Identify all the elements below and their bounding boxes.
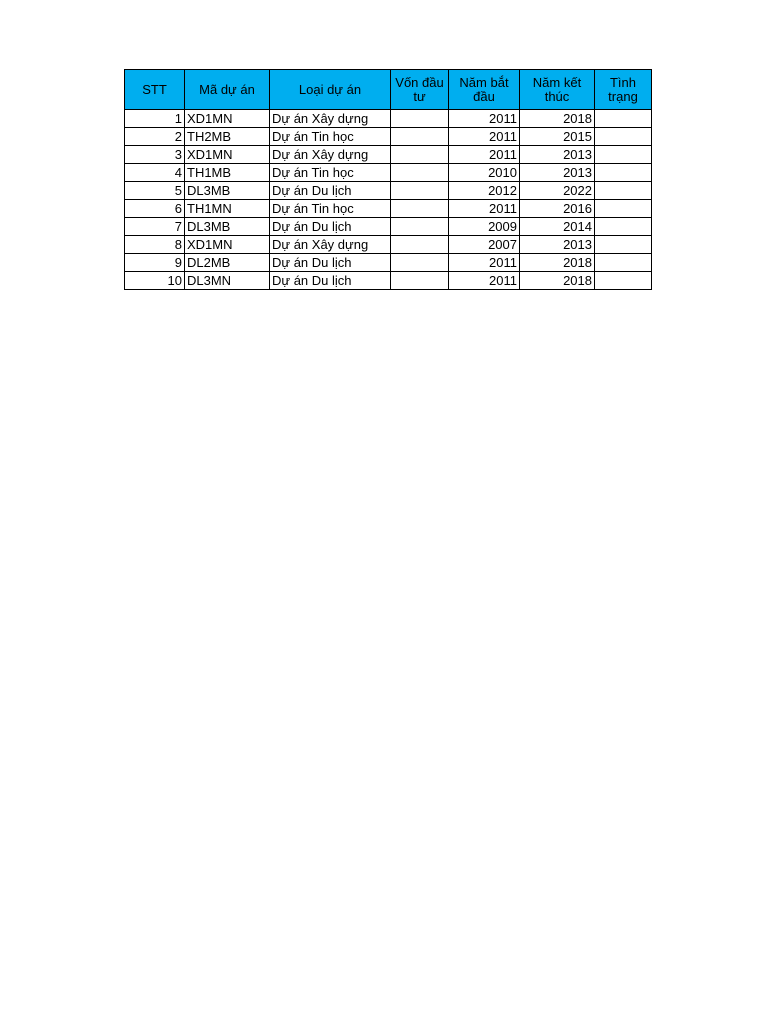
header-row — [125, 70, 652, 110]
cell-project-type[interactable]: Dự án Du lịch — [270, 218, 391, 236]
cell-project-type[interactable]: Dự án Tin học — [270, 200, 391, 218]
cell-end-year[interactable]: 2018 — [520, 110, 595, 128]
cell-project-type[interactable]: Dự án Xây dựng — [270, 110, 391, 128]
cell-project-code[interactable]: TH1MB — [185, 164, 270, 182]
cell-project-code[interactable]: XD1MN — [185, 146, 270, 164]
cell-investment-capital[interactable] — [391, 146, 449, 164]
cell-investment-capital[interactable] — [391, 200, 449, 218]
cell-start-year[interactable]: 2011 — [449, 272, 520, 290]
cell-stt[interactable]: 8 — [125, 236, 185, 254]
cell-end-year[interactable]: 2018 — [520, 254, 595, 272]
cell-project-type[interactable]: Dự án Xây dựng — [270, 236, 391, 254]
table-row — [125, 182, 652, 200]
cell-start-year[interactable]: 2012 — [449, 182, 520, 200]
cell-status[interactable] — [595, 272, 652, 290]
table-row — [125, 128, 652, 146]
cell-investment-capital[interactable] — [391, 110, 449, 128]
cell-project-code[interactable]: DL3MN — [185, 272, 270, 290]
cell-end-year[interactable]: 2016 — [520, 200, 595, 218]
cell-end-year[interactable]: 2013 — [520, 236, 595, 254]
cell-project-type[interactable]: Dự án Tin học — [270, 164, 391, 182]
cell-investment-capital[interactable] — [391, 218, 449, 236]
header-start-year: Năm bắt đầu — [449, 70, 520, 110]
cell-project-type[interactable]: Dự án Du lịch — [270, 272, 391, 290]
cell-project-type[interactable]: Dự án Du lịch — [270, 254, 391, 272]
cell-project-code[interactable]: TH1MN — [185, 200, 270, 218]
cell-investment-capital[interactable] — [391, 236, 449, 254]
cell-project-code[interactable]: XD1MN — [185, 236, 270, 254]
cell-end-year[interactable]: 2018 — [520, 272, 595, 290]
header-project-type: Loại dự án — [270, 70, 391, 110]
cell-project-code[interactable]: DL3MB — [185, 218, 270, 236]
cell-stt[interactable]: 2 — [125, 128, 185, 146]
cell-status[interactable] — [595, 182, 652, 200]
cell-project-type[interactable]: Dự án Xây dựng — [270, 146, 391, 164]
cell-stt[interactable]: 1 — [125, 110, 185, 128]
table-row — [125, 164, 652, 182]
cell-stt[interactable]: 4 — [125, 164, 185, 182]
header-status: Tình trạng — [595, 70, 652, 110]
header-investment-capital: Vốn đầu tư — [391, 70, 449, 110]
header-end-year: Năm kết thúc — [520, 70, 595, 110]
table-row — [125, 218, 652, 236]
cell-investment-capital[interactable] — [391, 254, 449, 272]
cell-stt[interactable]: 10 — [125, 272, 185, 290]
cell-investment-capital[interactable] — [391, 272, 449, 290]
cell-project-type[interactable]: Dự án Tin học — [270, 128, 391, 146]
cell-status[interactable] — [595, 200, 652, 218]
project-table — [124, 69, 652, 290]
cell-start-year[interactable]: 2011 — [449, 128, 520, 146]
cell-status[interactable] — [595, 146, 652, 164]
cell-status[interactable] — [595, 236, 652, 254]
cell-investment-capital[interactable] — [391, 128, 449, 146]
cell-stt[interactable]: 7 — [125, 218, 185, 236]
cell-end-year[interactable]: 2015 — [520, 128, 595, 146]
cell-end-year[interactable]: 2014 — [520, 218, 595, 236]
cell-project-code[interactable]: DL2MB — [185, 254, 270, 272]
cell-start-year[interactable]: 2011 — [449, 110, 520, 128]
cell-status[interactable] — [595, 254, 652, 272]
table-body — [125, 110, 652, 290]
cell-project-type[interactable]: Dự án Du lịch — [270, 182, 391, 200]
cell-project-code[interactable]: XD1MN — [185, 110, 270, 128]
cell-start-year[interactable]: 2009 — [449, 218, 520, 236]
cell-end-year[interactable]: 2013 — [520, 146, 595, 164]
table-row — [125, 200, 652, 218]
cell-stt[interactable]: 9 — [125, 254, 185, 272]
cell-start-year[interactable]: 2011 — [449, 254, 520, 272]
cell-status[interactable] — [595, 110, 652, 128]
cell-start-year[interactable]: 2007 — [449, 236, 520, 254]
cell-status[interactable] — [595, 128, 652, 146]
cell-investment-capital[interactable] — [391, 182, 449, 200]
cell-stt[interactable]: 3 — [125, 146, 185, 164]
table-row — [125, 254, 652, 272]
cell-status[interactable] — [595, 164, 652, 182]
cell-start-year[interactable]: 2010 — [449, 164, 520, 182]
cell-project-code[interactable]: TH2MB — [185, 128, 270, 146]
cell-investment-capital[interactable] — [391, 164, 449, 182]
cell-end-year[interactable]: 2013 — [520, 164, 595, 182]
header-stt: STT — [125, 70, 185, 110]
header-project-code: Mã dự án — [185, 70, 270, 110]
cell-stt[interactable]: 5 — [125, 182, 185, 200]
cell-end-year[interactable]: 2022 — [520, 182, 595, 200]
table-row — [125, 272, 652, 290]
cell-project-code[interactable]: DL3MB — [185, 182, 270, 200]
table-row — [125, 110, 652, 128]
cell-start-year[interactable]: 2011 — [449, 146, 520, 164]
table-row — [125, 146, 652, 164]
cell-status[interactable] — [595, 218, 652, 236]
cell-stt[interactable]: 6 — [125, 200, 185, 218]
table-row — [125, 236, 652, 254]
cell-start-year[interactable]: 2011 — [449, 200, 520, 218]
